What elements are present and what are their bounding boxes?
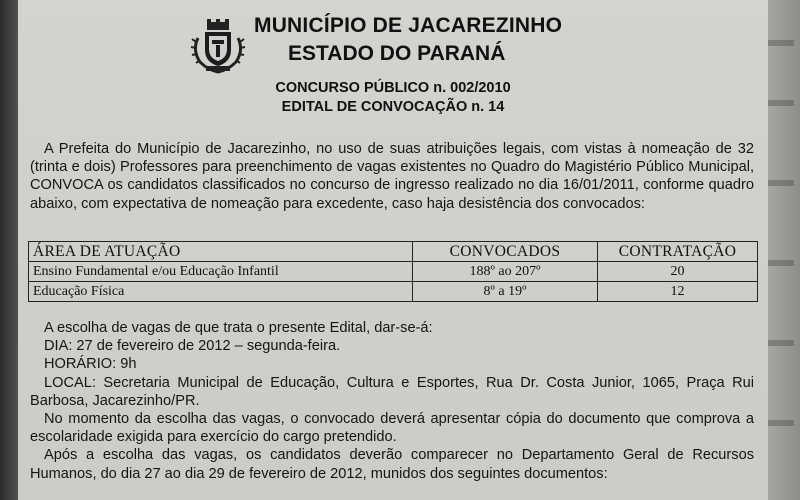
time-line: HORÁRIO: 9h [44, 356, 137, 373]
escolha-paragraph: A escolha de vagas de que trata o presente Edital, dar-se-á: [44, 320, 433, 336]
after-choice-paragraph: Após a escolha das vagas, os candidatos deverão comparecer no Departamento Geral de Recursos Humanos, do dia 27 ao dia 29 de fevereiro de 2012, munidos dos seguintes documentos: [30, 447, 754, 482]
convocation-table [28, 241, 758, 302]
table-row [29, 262, 758, 282]
table-cell-contratacao: 20 [598, 262, 758, 282]
intro-paragraph: A Prefeita do Município de Jacarezinho, no uso de suas atribuições legais, com vistas à nomeação de 32 (trinta e dois) Professores para preenchimento de vagas existentes no Quadro do Magistério Público Municipal, CONVOCA os candidatos classificados no concurso de ingresso realizado no dia 16/01/2011, conforme quadro abaixo, com expectativa de nomeação para excedente, caso haja desistência dos convocados: [30, 141, 754, 212]
municipality-title: MUNICÍPIO DE JACAREZINHO [254, 14, 563, 37]
table-cell-area: Educação Física [29, 282, 413, 302]
table-row [29, 282, 758, 302]
table-cell-area: Ensino Fundamental e/ou Educação Infantil [29, 262, 413, 282]
document-header [18, 12, 768, 72]
municipal-crest-icon [190, 18, 246, 74]
document-body [30, 319, 754, 483]
table-cell-convocados: 188º ao 207º [413, 262, 598, 282]
column-header-area: ÁREA DE ATUAÇÃO [29, 242, 413, 262]
state-title: ESTADO DO PARANÁ [288, 42, 506, 65]
table-cell-convocados: 8º a 19º [413, 282, 598, 302]
date-line: DIA: 27 de fevereiro de 2012 – segunda-feira. [44, 338, 341, 355]
column-header-convocados: CONVOCADOS [413, 242, 598, 262]
location-paragraph: LOCAL: Secretaria Municipal de Educação, Cultura e Esportes, Rua Dr. Costa Junior, 1065, Praça Rui Barbosa, Jacarezinho/PR. [30, 374, 754, 409]
column-header-contratacao: CONTRATAÇÃO [598, 242, 758, 262]
table-header-row [29, 242, 758, 262]
document-requirement-paragraph: No momento da escolha das vagas, o convocado deverá apresentar cópia do documento que comprova a escolaridade exigida para exercício do cargo pretendido. [30, 411, 754, 446]
contest-title: CONCURSO PÚBLICO n. 002/2010 [275, 80, 511, 96]
document-page [18, 0, 768, 500]
table-cell-contratacao: 12 [598, 282, 758, 302]
edict-title: EDITAL DE CONVOCAÇÃO n. 14 [281, 99, 505, 115]
